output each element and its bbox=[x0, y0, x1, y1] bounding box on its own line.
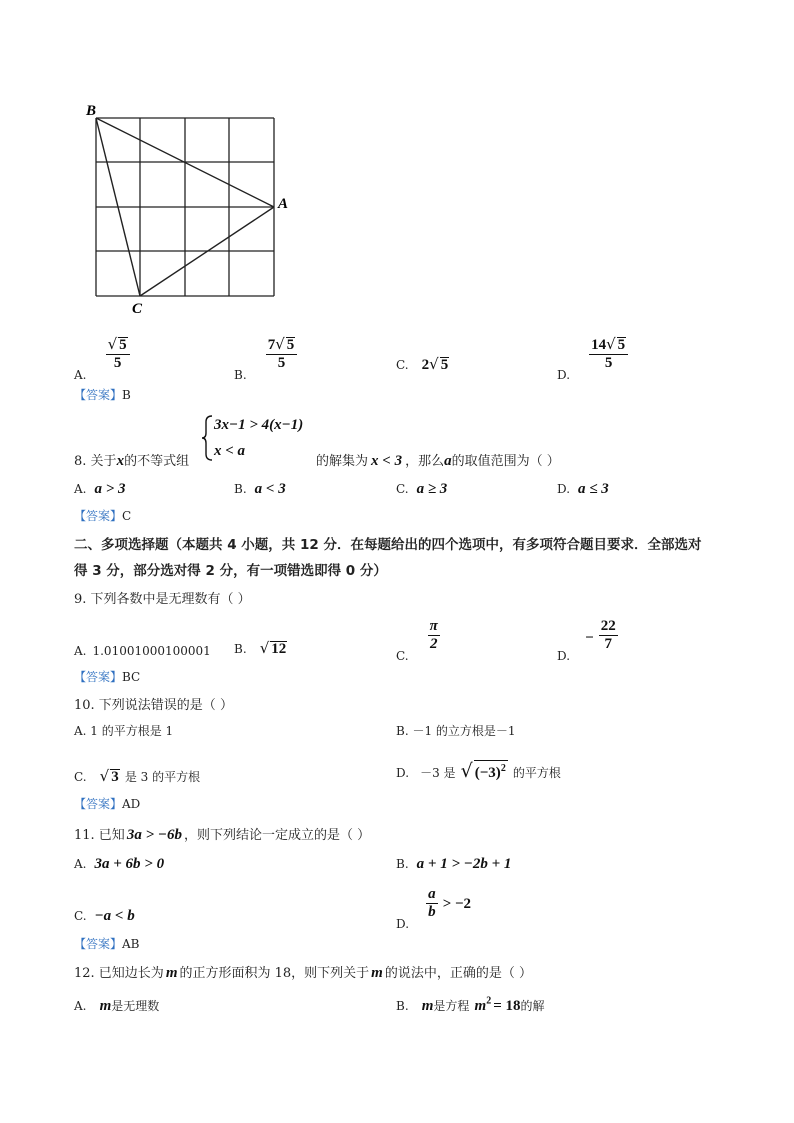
q10-option-b: B. －1 的立方根是－1 bbox=[396, 724, 516, 738]
q8-stem: 8. 关于x的不等式组 bbox=[74, 453, 190, 469]
q8-option-d: D. a ≤ 3 bbox=[557, 481, 609, 497]
q11-option-c: C. −a < b bbox=[74, 908, 135, 924]
section-2-heading-line2: 得 3 分，部分选对得 2 分，有一项错选即得 0 分） bbox=[74, 563, 387, 579]
q11-option-a: A. 3a + 6b > 0 bbox=[74, 856, 165, 872]
q9-option-d: $_{D.}$ − $\frac{22}{7}$ bbox=[557, 618, 616, 663]
q7-option-d: $_{D.}$ $\frac{14√ 5}{5}$ bbox=[557, 336, 628, 372]
point-label-b: B bbox=[86, 103, 97, 119]
q9-option-b: B. √ 12 bbox=[234, 639, 287, 657]
q11-stem: 11. 已知 3a > −6b ，则下列结论一定成立的是（ ） bbox=[74, 827, 371, 843]
q9-answer: 【答案】BC bbox=[74, 670, 141, 684]
q7-option-c: C. 2√ 5 bbox=[396, 355, 449, 373]
q10-answer: 【答案】AD bbox=[74, 797, 141, 811]
q9-option-c: $_{C.}$ $\frac{\pi}{2}$ bbox=[396, 618, 438, 663]
q8-option-b: B. a < 3 bbox=[234, 481, 286, 497]
q12-option-a: A. m是无理数 bbox=[74, 998, 160, 1014]
q11-option-d: $_{D.}$ $\frac{a}{b}$ > −2 bbox=[396, 886, 472, 931]
q9-stem: 9. 下列各数中是无理数有（ ） bbox=[74, 592, 251, 607]
section-2-heading: 二、多项选择题（本题共 4 小题，共 12 分．在每题给出的四个选项中，有多项符合题目要求．全部选对 bbox=[74, 537, 702, 553]
q7-option-b: $_{B.}$ $\frac{7√ 5}{5}$ bbox=[234, 336, 297, 372]
q10-option-c: C. √ 3 是 3 的平方根 bbox=[74, 767, 201, 785]
point-label-a: A bbox=[278, 196, 289, 212]
q8-stem-tail: 的解集为 x < 3 ，那么a的取值范围为（ ） bbox=[316, 453, 560, 469]
q10-stem: 10. 下列说法错误的是（ ） bbox=[74, 698, 233, 713]
q9-option-a: A. 1.01001000100001 bbox=[74, 644, 211, 658]
point-label-c: C bbox=[132, 301, 143, 317]
q12-stem: 12. 已知边长为 m 的正方形面积为 18，则下列关于 m 的说法中，正确的是（ ） bbox=[74, 965, 532, 981]
q10-option-a: A. 1 的平方根是 1 bbox=[74, 724, 174, 738]
q11-answer: 【答案】AB bbox=[74, 937, 140, 951]
q10-option-d: D. －3 是 √ $(-3)^2$ 的平方根 bbox=[396, 760, 561, 782]
q8-option-c: C. a ≥ 3 bbox=[396, 481, 448, 497]
q12-option-b: B. m是方程 $m^2 = 18$的解 bbox=[396, 995, 545, 1014]
q8-option-a: A. a > 3 bbox=[74, 481, 126, 497]
grid-figure bbox=[80, 98, 295, 320]
q8-answer: 【答案】C bbox=[74, 509, 132, 523]
q7-option-a: $_{A.}$ $\frac{√ 5}{5}$ bbox=[74, 336, 130, 372]
q7-answer: 【答案】B bbox=[74, 388, 131, 402]
q11-option-b: B. a + 1 > −2b + 1 bbox=[396, 856, 512, 872]
